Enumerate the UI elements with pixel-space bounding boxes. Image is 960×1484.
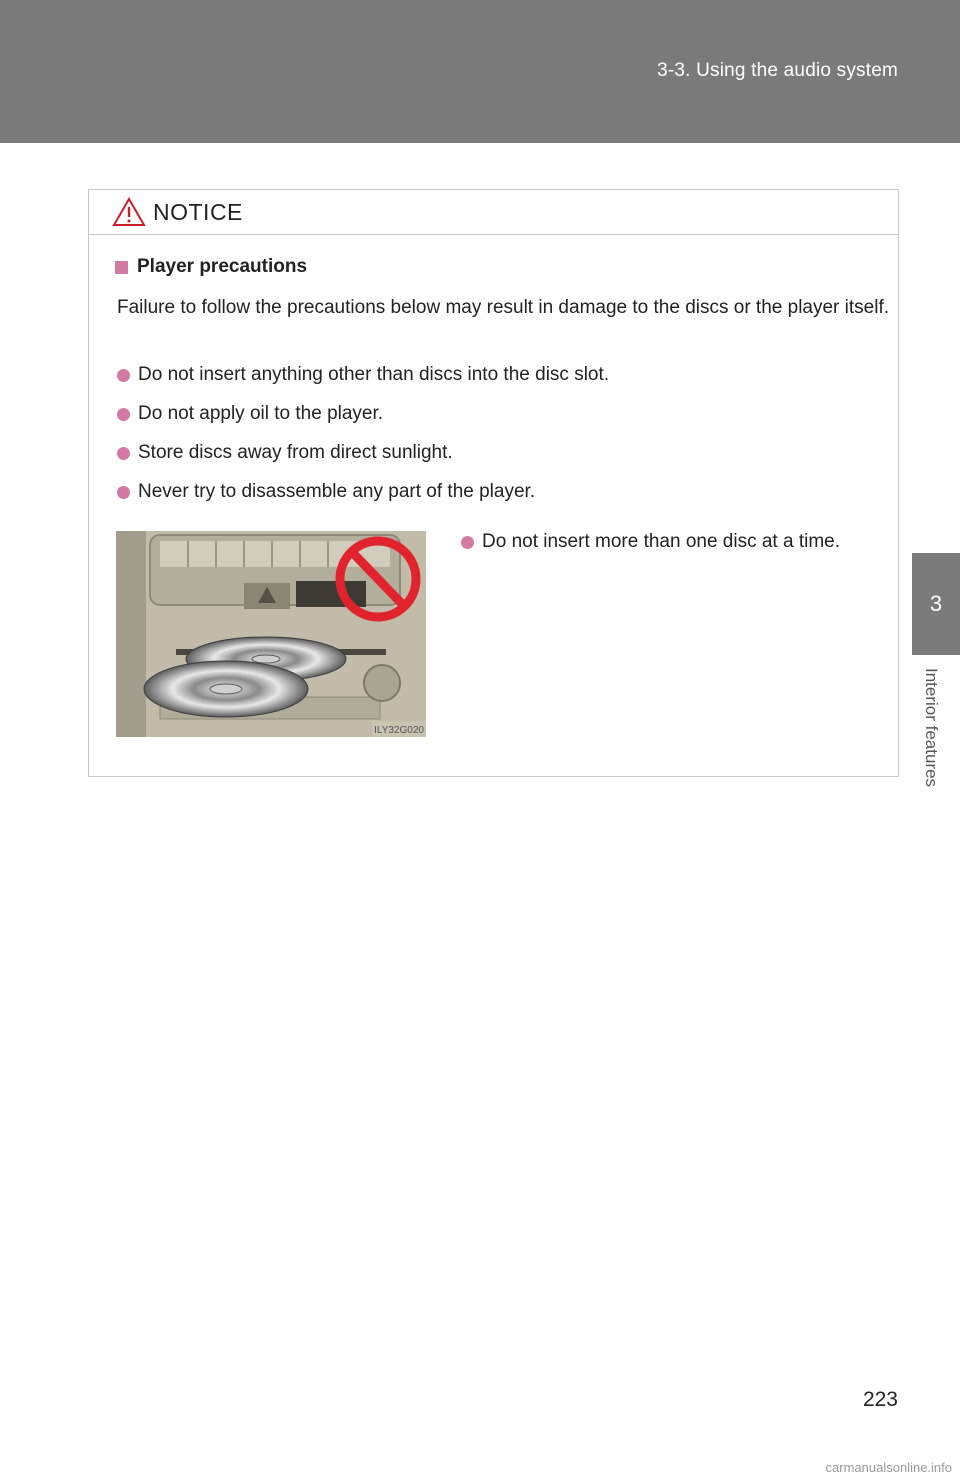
image-code: ILY32G020 (374, 725, 424, 736)
section-heading (115, 256, 307, 278)
disc-slot-illustration (116, 531, 426, 737)
intro-paragraph: Failure to follow the precautions below may result in damage to the discs or the player itself. (117, 297, 889, 318)
chapter-label: Interior features (922, 668, 941, 788)
notice-title: NOTICE (153, 199, 243, 225)
list-item: Store discs away from direct sunlight. (117, 438, 897, 477)
circle-bullet-icon (461, 536, 474, 549)
watermark: carmanualsonline.info (825, 1460, 952, 1475)
circle-bullet-icon (117, 408, 130, 421)
square-bullet-icon (115, 261, 128, 274)
list-item: Never try to disassemble any part of the player. (117, 477, 897, 516)
list-item: Do not insert anything other than discs into the disc slot. (117, 360, 897, 399)
chapter-number: 3 (929, 591, 943, 616)
warning-triangle-icon (112, 197, 146, 227)
notice-header (89, 190, 898, 235)
circle-bullet-icon (117, 369, 130, 382)
image-bullet: Do not insert more than one disc at a time. (461, 527, 840, 557)
section-title: 3-3. Using the audio system (657, 60, 898, 81)
disc-player-graphic (116, 531, 426, 737)
notice-box (88, 189, 899, 777)
precaution-list (117, 360, 897, 516)
circle-bullet-icon (117, 486, 130, 499)
section-heading-text: Player precautions (137, 256, 308, 277)
page-number: 223 (862, 1388, 898, 1411)
list-item: Do not apply oil to the player. (117, 399, 897, 438)
page-header (0, 0, 960, 143)
circle-bullet-icon (117, 447, 130, 460)
chapter-tab (912, 553, 960, 655)
